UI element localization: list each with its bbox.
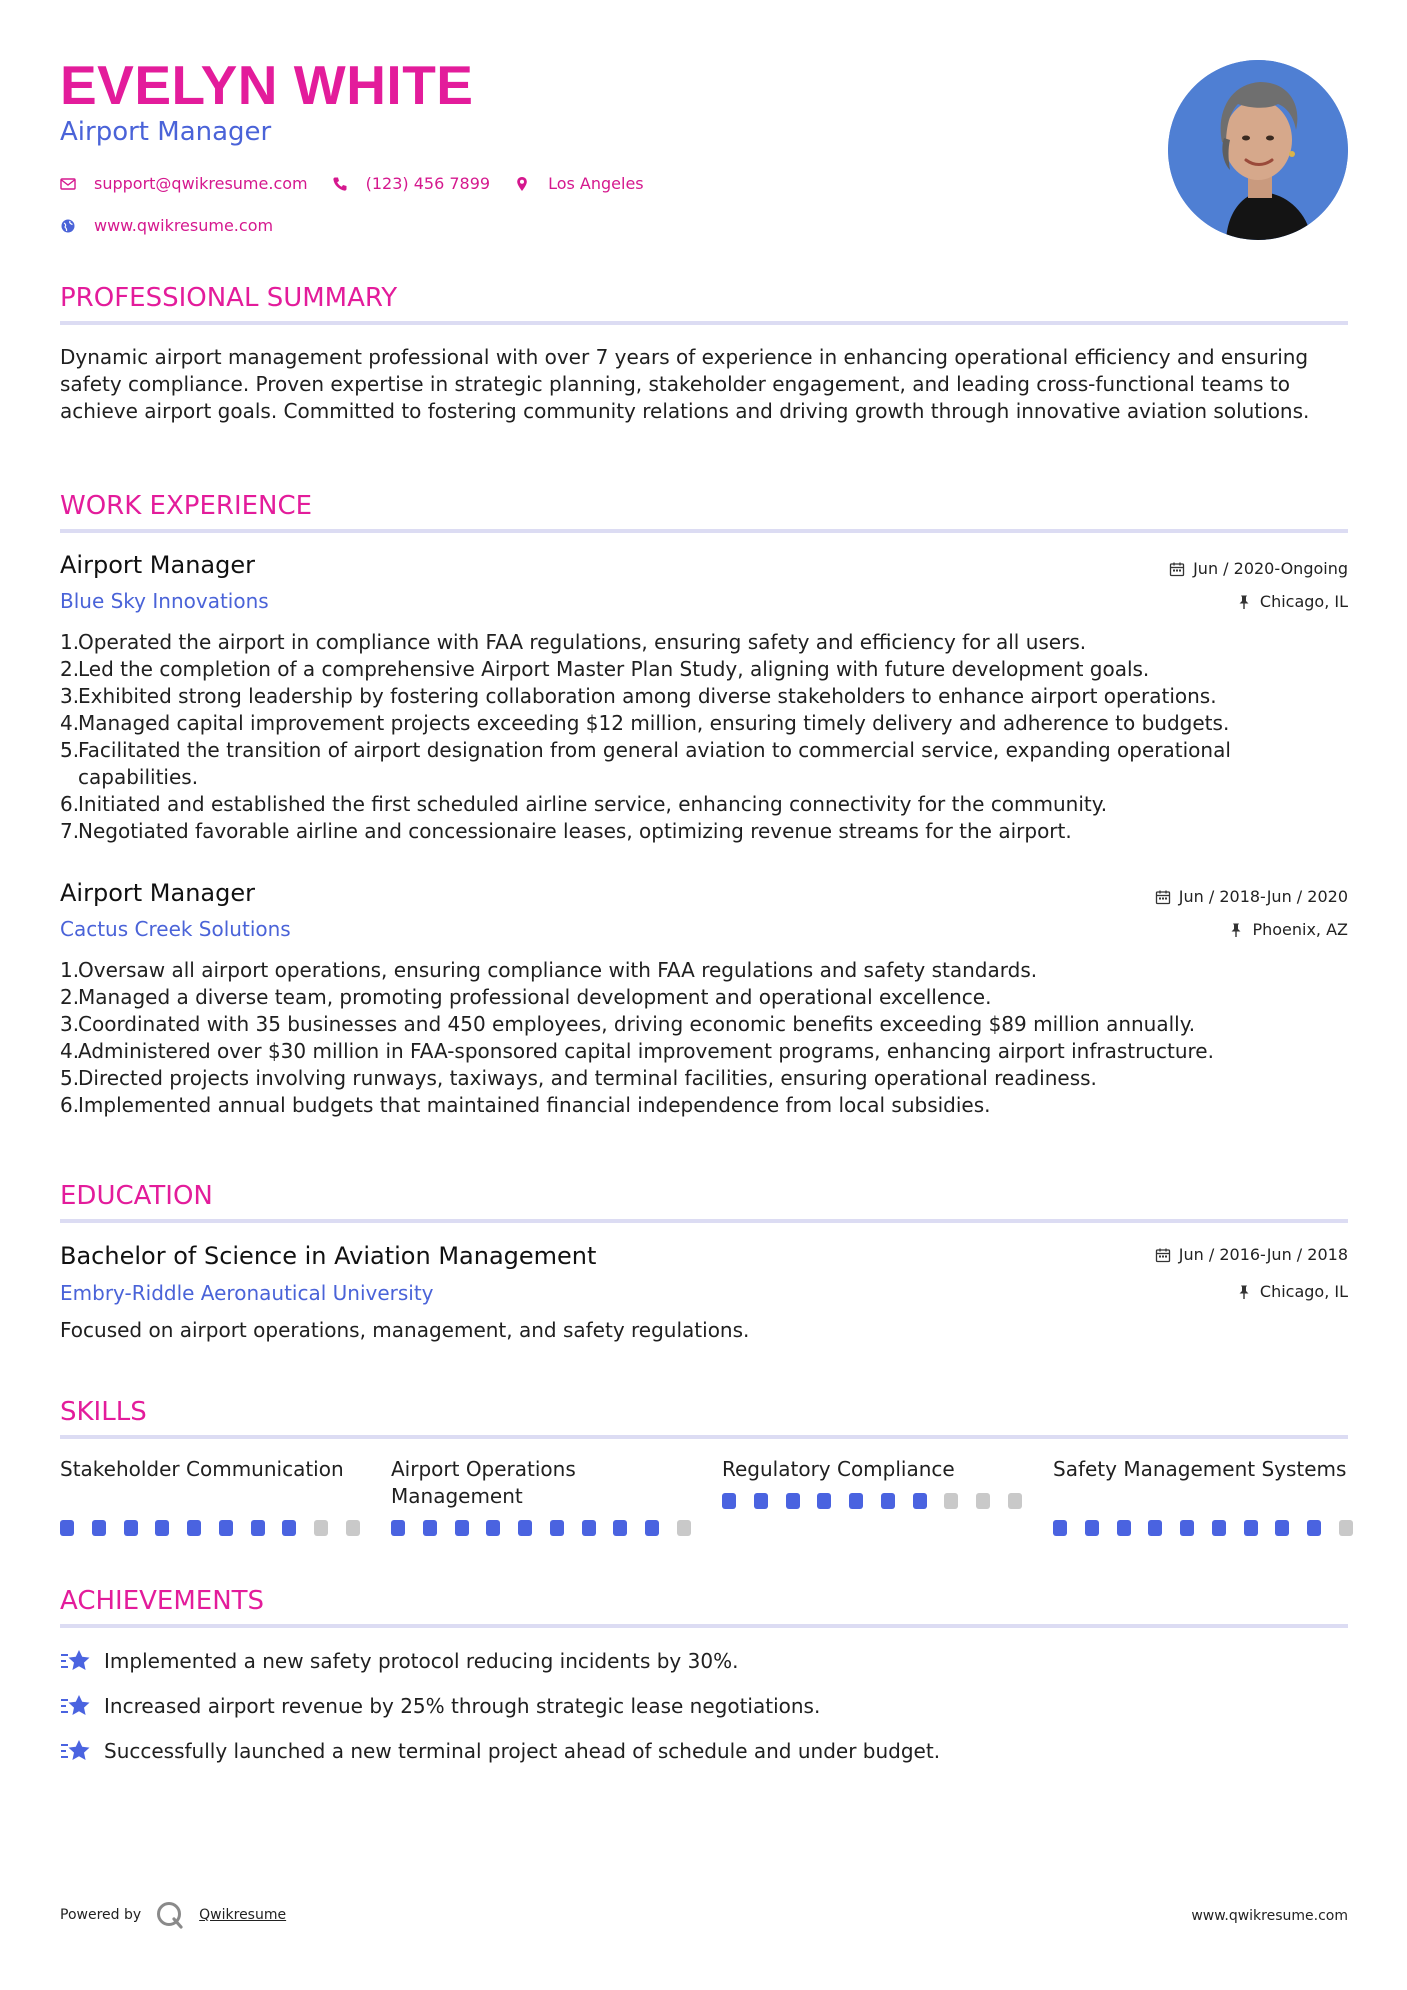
section-title-skills: SKILLS	[60, 1397, 147, 1427]
bullet-number: 2.	[60, 985, 80, 1009]
section-title-summary: PROFESSIONAL SUMMARY	[60, 283, 398, 313]
bullet-number: 4.	[60, 1039, 80, 1063]
bullet-text: Exhibited strong leadership by fostering collaboration among diverse stakeholders to enhance airport operations.	[78, 684, 1217, 708]
skill-rating	[722, 1493, 1022, 1509]
skill-dot-filled	[550, 1520, 564, 1536]
bullet-number: 3.	[60, 684, 80, 708]
bullet-number: 6.	[60, 792, 80, 816]
skill-dot-filled	[423, 1520, 437, 1536]
bullet-text: Coordinated with 35 businesses and 450 employees, driving economic benefits exceeding $89 million annually.	[78, 1012, 1196, 1036]
skill-dot-filled	[1053, 1520, 1067, 1536]
location-pin-icon	[514, 176, 530, 192]
skill-dot-empty	[1339, 1520, 1353, 1536]
company-name: Cactus Creek Solutions	[60, 917, 291, 941]
powered-by-label: Powered by	[60, 1907, 142, 1923]
bullet-text: Managed capital improvement projects exceeding $12 million, ensuring timely delivery and adherence to budgets.	[78, 711, 1230, 735]
education-dates	[1155, 1247, 1348, 1263]
skill-dot-filled	[613, 1520, 627, 1536]
bullet-text: Led the completion of a comprehensive Airport Master Plan Study, aligning with future development goals.	[78, 657, 1150, 681]
bullet-number: 6.	[60, 1093, 80, 1117]
education-location-text: Chicago, IL	[1259, 1282, 1348, 1301]
job-bullet-item	[60, 1011, 1348, 1038]
achievement-item	[60, 1737, 940, 1765]
job-bullets	[60, 957, 1348, 1119]
section-divider	[60, 529, 1348, 533]
skill-dot-filled	[391, 1520, 405, 1536]
section-title-experience: WORK EXPERIENCE	[60, 491, 313, 521]
skill-dot-filled	[913, 1493, 927, 1509]
skill-dot-empty	[1008, 1493, 1022, 1509]
skill-dot-filled	[1307, 1520, 1321, 1536]
location-text: Los Angeles	[548, 174, 644, 193]
job-dates-text: Jun / 2018-Jun / 2020	[1178, 887, 1348, 906]
job-bullet-item	[60, 957, 1348, 984]
skill-dot-filled	[881, 1493, 895, 1509]
skill-name: Stakeholder Communication	[60, 1457, 344, 1481]
star-icon	[60, 1692, 92, 1720]
skill-dot-filled	[1180, 1520, 1194, 1536]
education-description: Focused on airport operations, management, and safety regulations.	[60, 1318, 750, 1342]
job-bullet-item	[60, 629, 1348, 656]
skill-dot-empty	[346, 1520, 360, 1536]
bullet-text: Operated the airport in compliance with FAA regulations, ensuring safety and efficiency for all users.	[78, 630, 1087, 654]
skill-dot-filled	[754, 1493, 768, 1509]
bullet-text: Facilitated the transition of airport designation from general aviation to commercial service, expanding operational capabilities.	[78, 738, 1231, 789]
skill-dot-filled	[486, 1520, 500, 1536]
degree-title: Bachelor of Science in Aviation Management	[60, 1242, 597, 1270]
section-divider	[60, 1435, 1348, 1439]
education-location	[1236, 1284, 1348, 1300]
skill-dot-filled	[155, 1520, 169, 1536]
job-bullet-item	[60, 818, 1348, 845]
skill-dot-filled	[251, 1520, 265, 1536]
skill-dot-filled	[786, 1493, 800, 1509]
skill-dot-filled	[1117, 1520, 1131, 1536]
section-divider	[60, 1624, 1348, 1628]
job-bullet-item	[60, 1065, 1348, 1092]
job-dates-text: Jun / 2020-Ongoing	[1193, 559, 1348, 578]
pushpin-icon	[1236, 1284, 1252, 1300]
resume-page	[60, 0, 1348, 1990]
education-dates-text: Jun / 2016-Jun / 2018	[1178, 1245, 1348, 1264]
footer-website[interactable]: www.qwikresume.com	[1191, 1908, 1348, 1924]
section-title-education: EDUCATION	[60, 1181, 213, 1211]
job-title: Airport Manager	[60, 551, 255, 579]
skill-dot-empty	[677, 1520, 691, 1536]
bullet-number: 3.	[60, 1012, 80, 1036]
bullet-text: Initiated and established the first scheduled airline service, enhancing connectivity for the community.	[78, 792, 1108, 816]
job-bullet-item	[60, 984, 1348, 1011]
candidate-role: Airport Manager	[60, 117, 272, 147]
skill-dot-filled	[219, 1520, 233, 1536]
bullet-number: 7.	[60, 819, 80, 843]
email-link[interactable]: support@qwikresume.com	[94, 174, 308, 193]
contact-row-2	[60, 218, 273, 234]
bullet-text: Administered over $30 million in FAA-sponsored capital improvement programs, enhancing airport infrastructure.	[78, 1039, 1214, 1063]
globe-icon	[60, 218, 76, 234]
skill-dot-empty	[314, 1520, 328, 1536]
section-divider	[60, 1219, 1348, 1223]
bullet-text: Directed projects involving runways, taxiways, and terminal facilities, ensuring operational readiness.	[78, 1066, 1097, 1090]
skill-rating	[1053, 1520, 1353, 1536]
skill-dot-filled	[722, 1493, 736, 1509]
bullet-text: Implemented annual budgets that maintained financial independence from local subsidies.	[78, 1093, 991, 1117]
bullet-number: 5.	[60, 738, 80, 762]
skill-item	[391, 1456, 691, 1536]
skill-dot-filled	[282, 1520, 296, 1536]
skill-dot-filled	[187, 1520, 201, 1536]
job-location-text: Chicago, IL	[1259, 592, 1348, 611]
job-bullet-item	[60, 656, 1348, 683]
job-dates	[1169, 561, 1348, 577]
job-location	[1228, 922, 1348, 938]
skill-dot-filled	[1148, 1520, 1162, 1536]
website-link[interactable]: www.qwikresume.com	[94, 216, 274, 235]
skill-item	[1053, 1456, 1353, 1536]
candidate-name: EVELYN WHITE	[60, 54, 474, 116]
portrait-image	[1168, 60, 1348, 240]
calendar-icon	[1169, 561, 1185, 577]
achievement-text: Successfully launched a new terminal project ahead of schedule and under budget.	[104, 1739, 941, 1763]
job-bullet-item	[60, 683, 1348, 710]
skill-dot-filled	[518, 1520, 532, 1536]
phone-number[interactable]: (123) 456 7899	[365, 174, 491, 193]
star-icon	[60, 1737, 92, 1765]
school-name: Embry-Riddle Aeronautical University	[60, 1281, 434, 1305]
skill-name: Safety Management Systems	[1053, 1457, 1347, 1481]
qwikresume-link[interactable]: Qwikresume	[199, 1907, 287, 1923]
skill-dot-filled	[1085, 1520, 1099, 1536]
calendar-icon	[1155, 889, 1171, 905]
skill-dot-filled	[1212, 1520, 1226, 1536]
bullet-number: 4.	[60, 711, 80, 735]
contact-row-1	[60, 176, 644, 192]
section-title-achievements: ACHIEVEMENTS	[60, 1586, 265, 1616]
skill-dot-filled	[60, 1520, 74, 1536]
star-icon	[60, 1647, 92, 1675]
skill-dot-filled	[124, 1520, 138, 1536]
email-icon	[60, 176, 76, 192]
job-title: Airport Manager	[60, 879, 255, 907]
profile-photo	[1168, 60, 1348, 240]
section-divider	[60, 321, 1348, 325]
bullet-number: 1.	[60, 958, 80, 982]
job-bullet-item	[60, 791, 1348, 818]
bullet-text: Managed a diverse team, promoting professional development and operational excellence.	[78, 985, 992, 1009]
company-name: Blue Sky Innovations	[60, 589, 269, 613]
pushpin-icon	[1236, 594, 1252, 610]
skill-dot-filled	[455, 1520, 469, 1536]
skill-dot-filled	[582, 1520, 596, 1536]
skill-rating	[60, 1520, 360, 1536]
skill-dot-filled	[92, 1520, 106, 1536]
job-bullet-item	[60, 710, 1348, 737]
phone-icon	[332, 176, 348, 192]
job-bullet-item	[60, 737, 1348, 791]
bullet-text: Oversaw all airport operations, ensuring compliance with FAA regulations and safety standards.	[78, 958, 1038, 982]
skill-dot-filled	[849, 1493, 863, 1509]
achievement-text: Implemented a new safety protocol reducing incidents by 30%.	[104, 1649, 739, 1673]
bullet-text: Negotiated favorable airline and concessionaire leases, optimizing revenue streams for the airport.	[78, 819, 1072, 843]
bullet-number: 1.	[60, 630, 80, 654]
skill-item	[60, 1456, 360, 1536]
job-bullets	[60, 629, 1348, 845]
achievement-text: Increased airport revenue by 25% through strategic lease negotiations.	[104, 1694, 821, 1718]
skill-dot-empty	[976, 1493, 990, 1509]
achievement-item	[60, 1692, 820, 1720]
footer-powered-by	[60, 1900, 286, 1930]
skill-rating	[391, 1520, 691, 1536]
pushpin-icon	[1228, 922, 1244, 938]
bullet-number: 5.	[60, 1066, 80, 1090]
skill-dot-filled	[1275, 1520, 1289, 1536]
qwikresume-logo-icon	[155, 1900, 185, 1930]
skill-dot-empty	[944, 1493, 958, 1509]
job-bullet-item	[60, 1038, 1348, 1065]
skill-dot-filled	[645, 1520, 659, 1536]
skill-name: Regulatory Compliance	[722, 1457, 955, 1481]
skill-item	[722, 1456, 1022, 1509]
achievement-item	[60, 1647, 738, 1675]
bullet-number: 2.	[60, 657, 80, 681]
job-dates	[1155, 889, 1348, 905]
skill-name: Airport Operations Management	[391, 1457, 576, 1508]
summary-text: Dynamic airport management professional with over 7 years of experience in enhancing operational efficiency and ensuring safety compliance. Proven expertise in strategic planning, stakeholder engagement, and leading cross-functional teams to achieve airport goals. Committed to fostering community relations and driving growth through innovative aviation solutions.	[60, 345, 1310, 423]
calendar-icon	[1155, 1247, 1171, 1263]
job-location	[1236, 594, 1348, 610]
job-bullet-item	[60, 1092, 1348, 1119]
skill-dot-filled	[1244, 1520, 1258, 1536]
job-location-text: Phoenix, AZ	[1252, 920, 1348, 939]
skill-dot-filled	[817, 1493, 831, 1509]
